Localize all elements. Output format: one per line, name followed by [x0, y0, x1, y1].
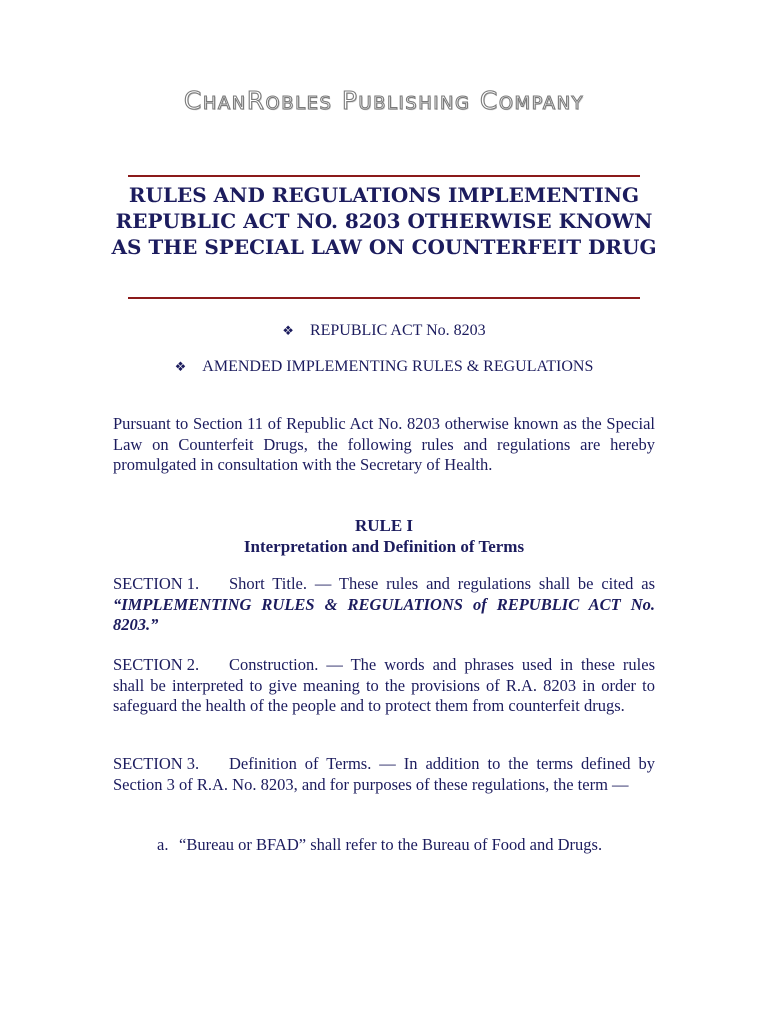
section-label: SECTION 3. [113, 754, 200, 773]
rule-number: RULE I [354, 516, 414, 535]
rule-heading [0, 515, 768, 557]
document-title: RULES AND REGULATIONS IMPLEMENTING REPUBLIC ACT NO. 8203 OTHERWISE KNOWN AS THE SPECIAL LAW ON COUNTERFEIT DRUG [111, 183, 657, 259]
definition-list-item [157, 834, 677, 856]
intro-paragraph: Pursuant to Section 11 of Republic Act No. 8203 otherwise known as the Special Law on Counterfeit Drugs, the following rules and regulations are hereby promulgated in consultation with the Secretary of Health. [113, 414, 655, 474]
bullet-text: REPUBLIC ACT No. 8203 [309, 322, 486, 339]
diamond-bullet-icon: ❖ [282, 323, 294, 338]
section-text: Definition of Terms. — In addition to the terms defined by Section 3 of R.A. No. 8203, and for purposes of these regulations, the term — [113, 754, 655, 794]
list-marker: a. [157, 835, 169, 854]
section-label: SECTION 1. [113, 574, 200, 593]
section-label: SECTION 2. [113, 655, 200, 674]
section-text: Construction. — The words and phrases used in these rules shall be interpreted to give meaning to the provisions of R.A. 8203 in order to safeguard the health of the people and to protect them from counterfeit drugs. [113, 655, 655, 715]
definition-text: “Bureau or BFAD” shall refer to the Bureau of Food and Drugs. [179, 835, 603, 854]
reference-bullet-list [0, 320, 768, 392]
title-divider-bottom [128, 297, 640, 299]
section-text: Short Title. — These rules and regulations shall be cited as [229, 574, 655, 593]
rule-title: Interpretation and Definition of Terms [243, 537, 525, 556]
bullet-item [0, 356, 768, 378]
section-emphasis: “IMPLEMENTING RULES & REGULATIONS of REPUBLIC ACT No. 8203.” [113, 594, 655, 634]
section-1-paragraph [113, 574, 655, 636]
bullet-text: AMENDED IMPLEMENTING RULES & REGULATIONS [202, 358, 594, 375]
diamond-bullet-icon: ❖ [174, 359, 187, 374]
section-2-paragraph [113, 655, 655, 717]
publisher-logo: ChanRobles Publishing Company [183, 86, 585, 115]
bullet-item [0, 320, 768, 342]
title-divider-top [128, 175, 640, 177]
section-3-paragraph [113, 754, 655, 795]
